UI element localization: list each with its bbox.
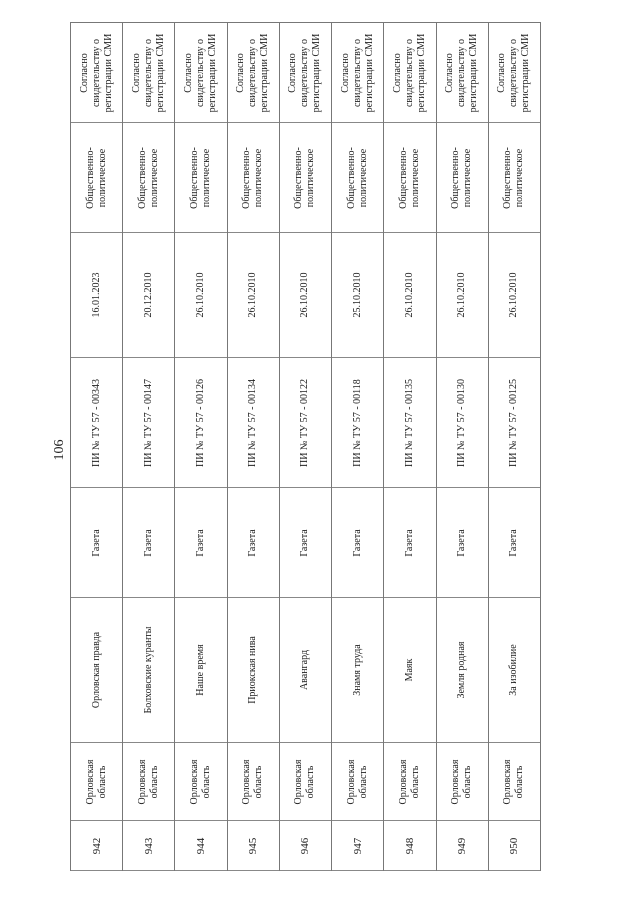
row-number-cell	[384, 821, 435, 871]
row-number-cell-text: 950	[508, 837, 521, 854]
topic-cell-text: Общественно-политическое	[502, 146, 526, 209]
name-cell	[280, 598, 331, 743]
name-cell-text: Авангард	[299, 649, 311, 691]
topic-cell-text: Общественно-политическое	[345, 146, 369, 209]
date-cell-text: 25.10.2010	[351, 272, 363, 318]
topic-cell-text: Общественно-политическое	[450, 146, 474, 209]
reg-number-cell	[437, 358, 488, 488]
topic-cell-text: Общественно-политическое	[84, 146, 108, 209]
media-registry-table	[70, 22, 541, 871]
name-cell	[332, 598, 383, 743]
type-cell-text: Газета	[351, 528, 363, 557]
reg-number-cell-text: ПИ № ТУ 57 - 00343	[90, 378, 102, 467]
territory-cell-text: Согласно свидетельству о регистрации СМИ	[287, 33, 323, 112]
row-number-cell-text: 943	[142, 837, 155, 854]
topic-cell	[384, 123, 435, 233]
region-cell	[71, 743, 122, 821]
territory-cell	[437, 23, 488, 123]
date-cell	[228, 233, 279, 358]
table-row	[489, 23, 541, 871]
reg-number-cell	[71, 358, 122, 488]
reg-number-cell-text: ПИ № ТУ 57 - 00118	[351, 378, 363, 467]
territory-cell-text: Согласно свидетельству о регистрации СМИ	[391, 33, 427, 112]
table-row	[384, 23, 436, 871]
name-cell-text: Наше время	[195, 644, 207, 696]
date-cell	[175, 233, 226, 358]
row-number-cell-text: 948	[403, 837, 416, 854]
table-row	[332, 23, 384, 871]
type-cell	[280, 488, 331, 598]
reg-number-cell	[175, 358, 226, 488]
name-cell-text: Земля родная	[456, 641, 468, 699]
type-cell	[489, 488, 540, 598]
topic-cell-text: Общественно-политическое	[397, 146, 421, 209]
reg-number-cell	[228, 358, 279, 488]
name-cell	[437, 598, 488, 743]
region-cell	[228, 743, 279, 821]
territory-cell-text: Согласно свидетельству о регистрации СМИ	[235, 33, 271, 112]
table-row	[280, 23, 332, 871]
row-number-cell	[175, 821, 226, 871]
territory-cell	[228, 23, 279, 123]
date-cell-text: 20.12.2010	[142, 272, 154, 318]
type-cell-text: Газета	[456, 528, 468, 557]
reg-number-cell-text: ПИ № ТУ 57 - 00122	[299, 378, 311, 467]
topic-cell-text: Общественно-политическое	[136, 146, 160, 209]
region-cell-text: Орловская область	[136, 759, 160, 804]
territory-cell	[123, 23, 174, 123]
topic-cell-text: Общественно-политическое	[293, 146, 317, 209]
type-cell-text: Газета	[403, 528, 415, 557]
type-cell	[71, 488, 122, 598]
date-cell-text: 16.01.2023	[90, 272, 102, 318]
row-number-cell-text: 944	[195, 837, 208, 854]
row-number-cell-text: 949	[456, 837, 469, 854]
name-cell-text: Болховские куранты	[142, 626, 154, 714]
name-cell-text: Знамя труда	[351, 644, 363, 696]
row-number-cell	[71, 821, 122, 871]
region-cell	[384, 743, 435, 821]
name-cell	[228, 598, 279, 743]
territory-cell-text: Согласно свидетельству о регистрации СМИ	[339, 33, 375, 112]
reg-number-cell	[384, 358, 435, 488]
date-cell	[384, 233, 435, 358]
row-number-cell-text: 947	[351, 837, 364, 854]
date-cell-text: 26.10.2010	[508, 272, 520, 318]
region-cell	[280, 743, 331, 821]
table-row	[123, 23, 175, 871]
type-cell-text: Газета	[299, 528, 311, 557]
type-cell	[175, 488, 226, 598]
name-cell-text: Маяк	[403, 658, 415, 682]
row-number-cell	[123, 821, 174, 871]
table-row	[175, 23, 227, 871]
region-cell-text: Орловская область	[502, 759, 526, 804]
row-number-cell	[489, 821, 540, 871]
region-cell	[332, 743, 383, 821]
territory-cell-text: Согласно свидетельству о регистрации СМИ	[444, 33, 480, 112]
table-row	[437, 23, 489, 871]
region-cell-text: Орловская область	[189, 759, 213, 804]
type-cell	[123, 488, 174, 598]
name-cell-text: Приокская нива	[247, 636, 259, 704]
row-number-cell	[280, 821, 331, 871]
region-cell	[489, 743, 540, 821]
row-number-cell	[228, 821, 279, 871]
region-cell-text: Орловская область	[450, 759, 474, 804]
date-cell	[332, 233, 383, 358]
region-cell-text: Орловская область	[241, 759, 265, 804]
topic-cell	[489, 123, 540, 233]
topic-cell	[71, 123, 122, 233]
reg-number-cell-text: ПИ № ТУ 57 - 00135	[403, 378, 415, 467]
region-cell	[437, 743, 488, 821]
name-cell-text: Орловская правда	[90, 631, 102, 709]
region-cell-text: Орловская область	[345, 759, 369, 804]
date-cell-text: 26.10.2010	[456, 272, 468, 318]
topic-cell	[437, 123, 488, 233]
territory-cell	[71, 23, 122, 123]
territory-cell	[332, 23, 383, 123]
date-cell	[280, 233, 331, 358]
reg-number-cell-text: ПИ № ТУ 57 - 00130	[456, 378, 468, 467]
reg-number-cell	[123, 358, 174, 488]
page-number: 106	[52, 439, 67, 461]
region-cell-text: Орловская область	[293, 759, 317, 804]
territory-cell	[384, 23, 435, 123]
reg-number-cell	[332, 358, 383, 488]
topic-cell	[228, 123, 279, 233]
row-number-cell-text: 942	[90, 837, 103, 854]
type-cell-text: Газета	[508, 528, 520, 557]
territory-cell	[280, 23, 331, 123]
date-cell	[71, 233, 122, 358]
name-cell	[489, 598, 540, 743]
territory-cell-text: Согласно свидетельству о регистрации СМИ	[496, 33, 532, 112]
type-cell	[228, 488, 279, 598]
name-cell	[123, 598, 174, 743]
topic-cell	[280, 123, 331, 233]
type-cell-text: Газета	[247, 528, 259, 557]
territory-cell-text: Согласно свидетельству о регистрации СМИ	[130, 33, 166, 112]
table-row	[71, 23, 123, 871]
reg-number-cell	[489, 358, 540, 488]
type-cell-text: Газета	[195, 528, 207, 557]
date-cell	[437, 233, 488, 358]
topic-cell	[175, 123, 226, 233]
type-cell	[332, 488, 383, 598]
region-cell	[123, 743, 174, 821]
reg-number-cell-text: ПИ № ТУ 57 - 00125	[508, 378, 520, 467]
territory-cell-text: Согласно свидетельству о регистрации СМИ	[183, 33, 219, 112]
date-cell-text: 26.10.2010	[195, 272, 207, 318]
date-cell	[123, 233, 174, 358]
name-cell	[175, 598, 226, 743]
name-cell	[71, 598, 122, 743]
territory-cell-text: Согласно свидетельству о регистрации СМИ	[78, 33, 114, 112]
type-cell-text: Газета	[142, 528, 154, 557]
territory-cell	[489, 23, 540, 123]
topic-cell	[123, 123, 174, 233]
reg-number-cell-text: ПИ № ТУ 57 - 00147	[142, 378, 154, 467]
topic-cell	[332, 123, 383, 233]
date-cell-text: 26.10.2010	[299, 272, 311, 318]
date-cell	[489, 233, 540, 358]
region-cell-text: Орловская область	[397, 759, 421, 804]
date-cell-text: 26.10.2010	[247, 272, 259, 318]
topic-cell-text: Общественно-политическое	[189, 146, 213, 209]
row-number-cell-text: 946	[299, 837, 312, 854]
territory-cell	[175, 23, 226, 123]
topic-cell-text: Общественно-политическое	[241, 146, 265, 209]
region-cell	[175, 743, 226, 821]
type-cell	[384, 488, 435, 598]
table-row	[228, 23, 280, 871]
reg-number-cell	[280, 358, 331, 488]
reg-number-cell-text: ПИ № ТУ 57 - 00134	[247, 378, 259, 467]
type-cell-text: Газета	[90, 528, 102, 557]
row-number-cell	[332, 821, 383, 871]
name-cell	[384, 598, 435, 743]
region-cell-text: Орловская область	[84, 759, 108, 804]
row-number-cell-text: 945	[247, 837, 260, 854]
reg-number-cell-text: ПИ № ТУ 57 - 00126	[195, 378, 207, 467]
row-number-cell	[437, 821, 488, 871]
date-cell-text: 26.10.2010	[403, 272, 415, 318]
name-cell-text: За изобилие	[508, 644, 520, 696]
type-cell	[437, 488, 488, 598]
